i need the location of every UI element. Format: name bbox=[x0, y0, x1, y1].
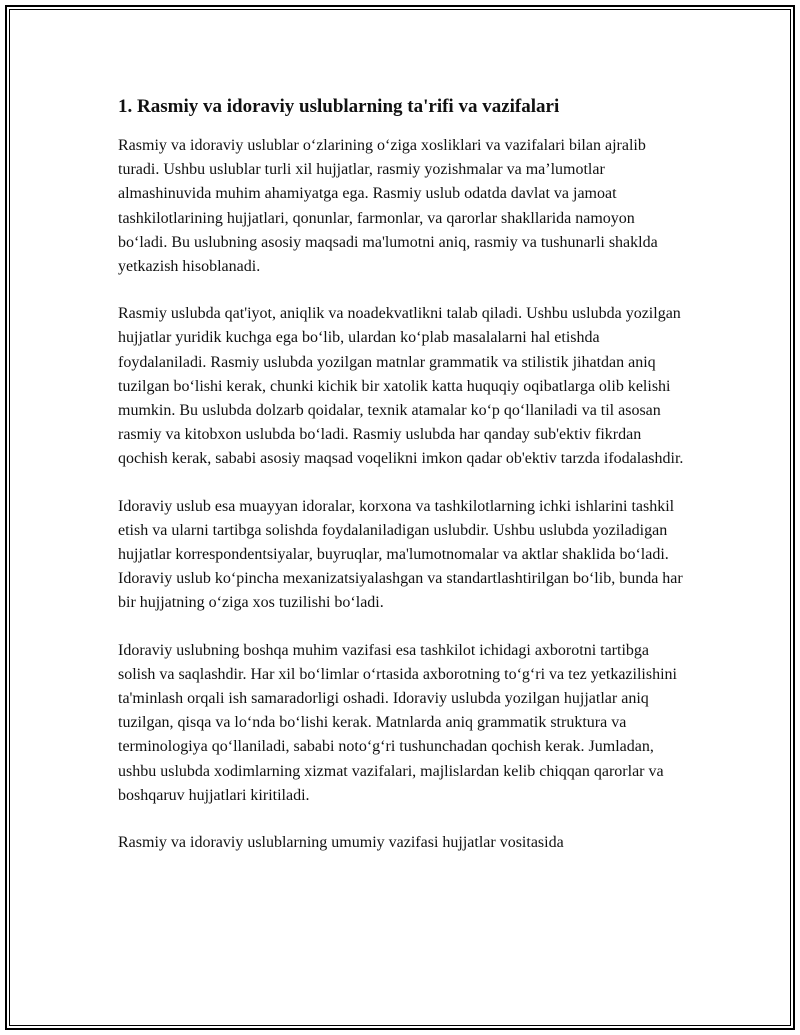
paragraph-5: Rasmiy va idoraviy uslublarning umumiy vazifasi hujjatlar vositasida bbox=[118, 834, 564, 852]
paragraph-1: Rasmiy va idoraviy uslublar o‘zlarining o‘ziga xosliklari va vazifalari bilan ajralib turadi. Ushbu uslublar turli xil hujjatlar, rasmiy yozishmalar va ma’lumotlar almashinuvida muhim ahamiyatga ega. Rasmiy uslub odatda davlat va jamoat tashkilotlarining hujjatlari, qonunlar, farmonlar, va qarorlar shakllarida namoyon bo‘ladi. Bu uslubning asosiy maqsadi ma'lumotni aniq, rasmiy va tushunarli shaklda yetkazish hisoblanadi. bbox=[118, 137, 658, 276]
document-body bbox=[118, 94, 688, 878]
paragraph-2: Rasmiy uslubda qat'iyot, aniqlik va noadekvatlikni talab qiladi. Ushbu uslubda yozilgan hujjatlar yuridik kuchga ega bo‘lib, ulardan ko‘plab masalalarni hal etishda foydalaniladi. Rasmiy uslubda yozilgan matnlar grammatik va stilistik jihatdan aniq tuzilgan bo‘lishi kerak, chunki kichik bir xatolik katta huquqiy oqibatlarga olib kelishi mumkin. Bu uslubda dolzarb qoidalar, texnik atamalar ko‘p qo‘llaniladi va til asosan rasmiy va kitobxon uslubda bo‘ladi. Rasmiy uslubda har qanday sub'ektiv fikrdan qochish kerak, sababi asosiy maqsad voqelikni imkon qadar ob'ektiv tarzda ifodalashdir. bbox=[118, 305, 684, 468]
paragraph-4: Idoraviy uslubning boshqa muhim vazifasi esa tashkilot ichidagi axborotni tartibga solish va saqlashdir. Har xil bo‘limlar o‘rtasida axborotning to‘g‘ri va tez yetkazilishini ta'minlash orqali ish samaradorligi oshadi. Idoraviy uslubda yozilgan hujjatlar aniq tuzilgan, qisqa va lo‘nda bo‘lishi kerak. Matnlarda aniq grammatik struktura va terminologiya qo‘llaniladi, sababi noto‘g‘ri tushunchadan qochish kerak. Jumladan, ushbu uslubda xodimlarning xizmat vazifalari, majlislardan kelib chiqqan qarorlar va boshqaruv hujjatlari kiritiladi. bbox=[118, 641, 677, 804]
section-heading: 1. Rasmiy va idoraviy uslublarning ta'rifi va vazifalari bbox=[118, 96, 560, 117]
paragraph-3: Idoraviy uslub esa muayyan idoralar, korxona va tashkilotlarning ichki ishlarini tashkil etish va ularni tartibga solishda foydalaniladigan uslubdir. Ushbu uslubda yoziladigan hujjatlar korrespondentsiyalar, buyruqlar, ma'lumotnomalar va aktlar shaklida bo‘ladi. Idoraviy uslub ko‘pincha mexanizatsiyalashgan va standartlashtirilgan bo‘lib, bunda har bir hujjatning o‘ziga xos tuzilishi bo‘ladi. bbox=[118, 497, 683, 612]
